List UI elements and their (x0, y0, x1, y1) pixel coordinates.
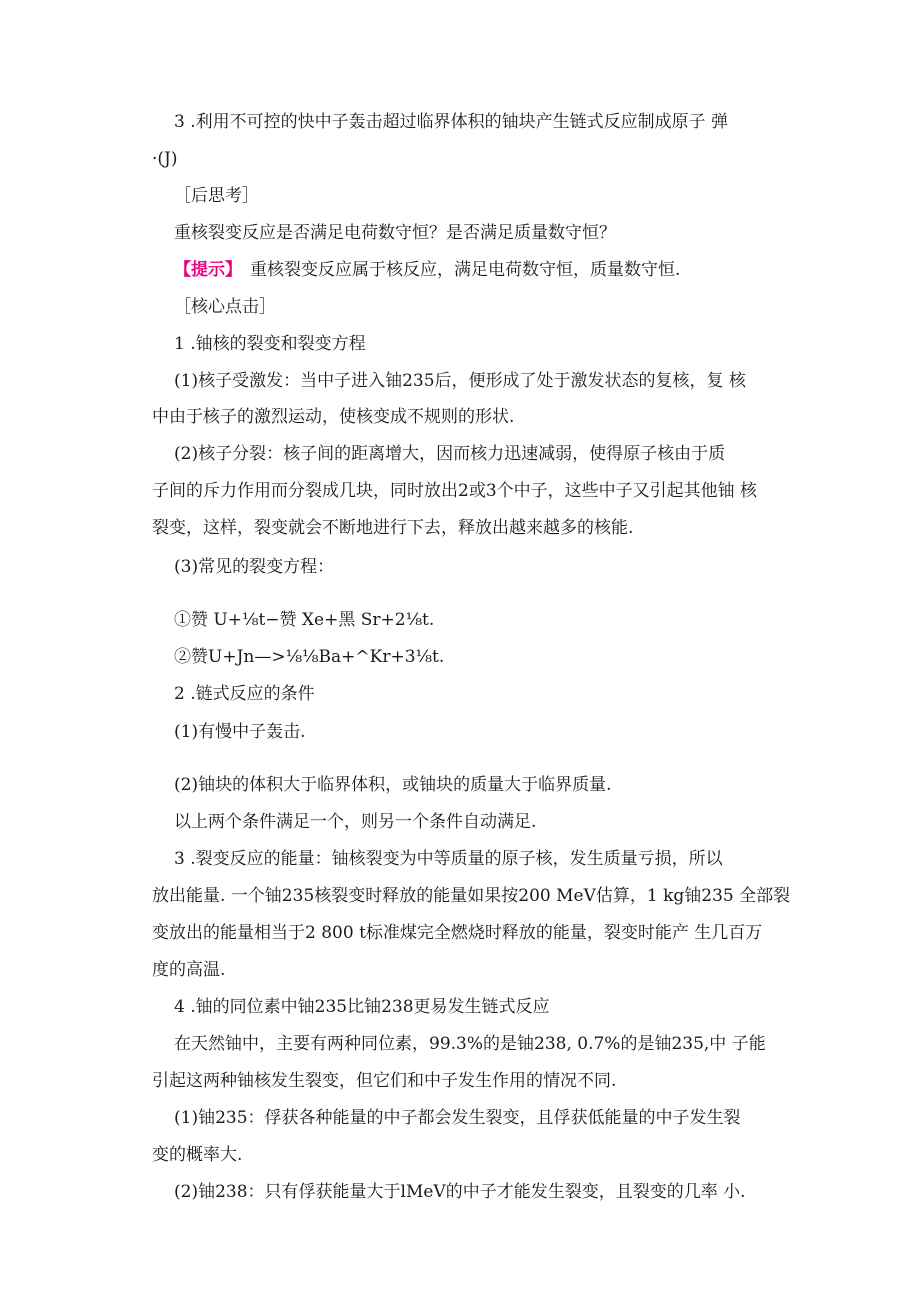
point-1-title: 1 .铀核的裂变和裂变方程 (174, 334, 366, 354)
point-4-1-line-1: (1)铀235：俘获各种能量的中子都会发生裂变，且俘获低能量的中子发生裂 (174, 1108, 741, 1128)
point-1-2-line-1: (2)核子分裂：核子间的距离增大，因而核力迅速减弱，使得原子核由于质 (174, 444, 726, 464)
point-3-line-4: 度的高温. (152, 960, 226, 980)
core-points-heading: ［核心点击］ (174, 297, 276, 317)
point-2-2: (2)铀块的体积大于临界体积，或铀块的质量大于临界质量. (174, 775, 612, 795)
fission-equation-2: ②赞U+Jn—>⅛⅛Ba+^Kr+3⅛t. (174, 647, 445, 667)
point-1-2-line-3: 裂变，这样，裂变就会不断地进行下去，释放出越来越多的核能. (152, 518, 634, 538)
hint-label: 【提示】 (174, 260, 242, 280)
point-3-line-3: 变放出的能量相当于2 800 t标准煤完全燃烧时释放的能量，裂变时能产 生几百万 (152, 923, 763, 943)
fission-equation-1: ①赞 U+⅛t−赞 Xe+黑 Sr+2⅛t. (174, 610, 435, 630)
after-think-heading: ［后思考］ (174, 186, 259, 206)
point-4-2: (2)铀238：只有俘获能量大于lMeV的中子才能发生裂变，且裂变的几率 小. (174, 1182, 746, 1202)
point-1-2-line-2: 子间的斥力作用而分裂成几块，同时放出2或3个中子，这些中子又引起其他铀 核 (152, 481, 758, 501)
hint-line (174, 259, 680, 281)
point-1-1-line-1: (1)核子受激发：当中子进入铀235后，便形成了处于激发状态的复核，复 核 (174, 371, 746, 391)
point-4-1-line-2: 变的概率大. (152, 1145, 243, 1165)
point-1-1-line-2: 中由于核子的激烈运动，使核变成不规则的形状. (152, 407, 515, 427)
point-3-line-2: 放出能量. 一个铀235核裂变时释放的能量如果按200 MeV估算，1 kg铀235 全部裂 (152, 886, 791, 906)
point-2-3: 以上两个条件满足一个，则另一个条件自动满足. (174, 812, 537, 832)
point-4-line-2: 引起这两种铀核发生裂变，但它们和中子发生作用的情况不同. (152, 1071, 617, 1091)
section-3-line-1: 3 .利用不可控的快中子轰击超过临界体积的铀块产生链式反应制成原子 弹 (174, 112, 729, 132)
hint-text: 重核裂变反应属于核反应，满足电荷数守恒，质量数守恒. (250, 260, 681, 280)
point-2-1: (1)有慢中子轰击. (174, 722, 306, 742)
point-4-line-1: 在天然铀中，主要有两种同位素，99.3%的是铀238, 0.7%的是铀235,中 子能 (174, 1034, 766, 1054)
point-4-title: 4 .铀的同位素中铀235比铀238更易发生链式反应 (174, 997, 550, 1017)
point-1-3: (3)常见的裂变方程： (174, 557, 335, 577)
point-3-line-1: 3 .裂变反应的能量：铀核裂变为中等质量的原子核，发生质量亏损，所以 (174, 849, 723, 869)
point-2-title: 2 .链式反应的条件 (174, 684, 315, 704)
question-text: 重核裂变反应是否满足电荷数守恒？是否满足质量数守恒？ (174, 223, 616, 243)
section-3-line-2: ·(J) (152, 149, 178, 169)
